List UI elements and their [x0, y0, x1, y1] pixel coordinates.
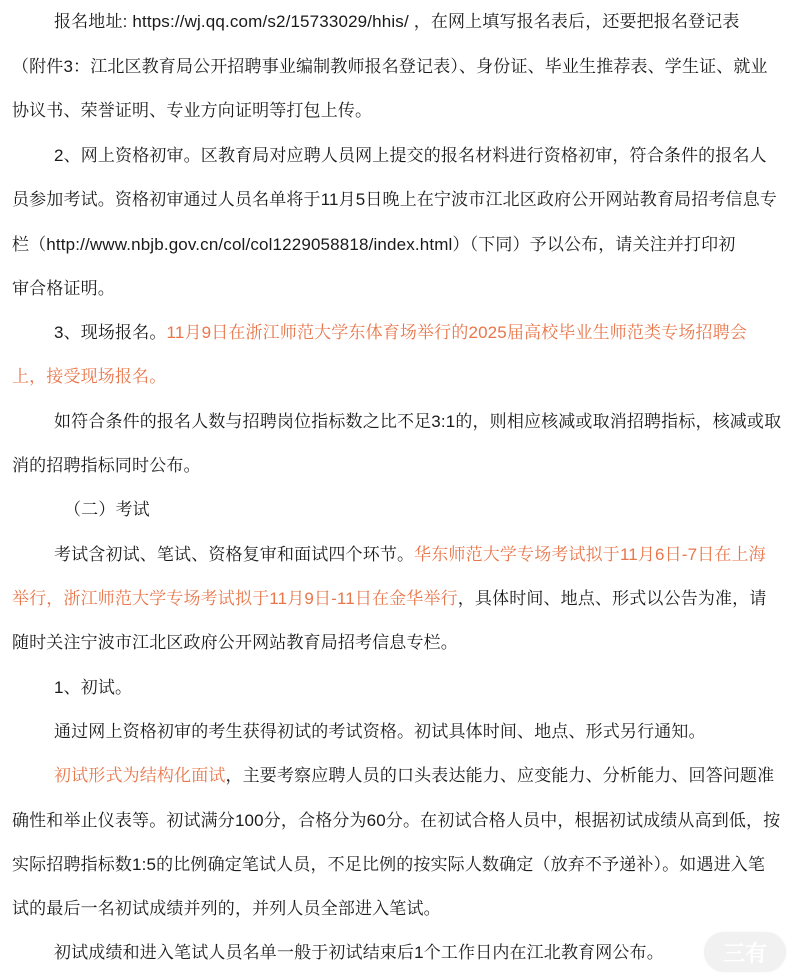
text-line: 栏（http://www.nbjb.gov.cn/col/col1229058818/index.html）（下同）予以公布，请关注并打印初	[12, 235, 736, 254]
text-line: 随时关注宁波市江北区政府公开网站教育局招考信息专栏。	[12, 633, 458, 652]
text-line: 报名地址: https://wj.qq.com/s2/15733029/hhis/ ，在网上填写报名表后，还要把报名登记表	[54, 12, 740, 31]
text-line: 试的最后一名初试成绩并列的，并列人员全部进入笔试。	[12, 899, 441, 918]
text-line: 协议书、荣誉证明、专业方向证明等打包上传。	[12, 101, 373, 120]
highlighted-text: 11月9日在浙江师范大学东体育场举行的2025届高校毕业生师范类专场招聘会	[166, 323, 747, 342]
watermark-badge[interactable]: 三有	[704, 932, 786, 972]
text-line: 1、初试。	[54, 678, 133, 697]
text-line: 实际招聘指标数1:5的比例确定笔试人员，不足比例的按实际人数确定（放弃不予递补）。如遇进入笔	[12, 855, 766, 874]
text-line: 消的招聘指标同时公布。	[12, 456, 201, 475]
text-line: （附件3：江北区教育局公开招聘事业编制教师报名登记表）、身份证、毕业生推荐表、学生证、就业	[12, 57, 768, 76]
highlighted-text: 上，接受现场报名。	[12, 367, 167, 386]
text-line: 初试形式为结构化面试，主要考察应聘人员的口头表达能力、应变能力、分析能力、回答问题准	[54, 766, 775, 785]
text-line: 2、网上资格初审。区教育局对应聘人员网上提交的报名材料进行资格初审，符合条件的报名人	[54, 146, 767, 165]
text-line: 考试含初试、笔试、资格复审和面试四个环节。华东师范大学专场考试拟于11月6日-7日在上海	[54, 545, 766, 564]
text-line: 举行，浙江师范大学专场考试拟于11月9日-11日在金华举行，具体时间、地点、形式以公告为准，请	[12, 589, 767, 608]
highlighted-text: 初试形式为结构化面试	[54, 766, 226, 785]
text-line: 确性和举止仪表等。初试满分100分，合格分为60分。在初试合格人员中，根据初试成绩从高到低，按	[12, 811, 781, 830]
text-line: 审合格证明。	[12, 279, 115, 298]
text-line: 3、现场报名。11月9日在浙江师范大学东体育场举行的2025届高校毕业生师范类专场招聘会	[54, 323, 747, 342]
text-line: 初试成绩和进入笔试人员名单一般于初试结束后1个工作日内在江北教育网公布。	[54, 943, 664, 962]
highlighted-text: 华东师范大学专场考试拟于11月6日-7日在上海	[414, 545, 766, 564]
text-line: 如符合条件的报名人数与招聘岗位指标数之比不足3:1的，则相应核减或取消招聘指标，核减或取	[54, 412, 782, 431]
text-line: 员参加考试。资格初审通过人员名单将于11月5日晚上在宁波市江北区政府公开网站教育局招考信息专	[12, 190, 777, 209]
section-heading: （二）考试	[64, 500, 150, 519]
highlighted-text: 举行，浙江师范大学专场考试拟于11月9日-11日在金华举行	[12, 589, 458, 608]
text-line	[12, 366, 166, 388]
text-line: 通过网上资格初审的考生获得初试的考试资格。初试具体时间、地点、形式另行通知。	[54, 722, 706, 741]
